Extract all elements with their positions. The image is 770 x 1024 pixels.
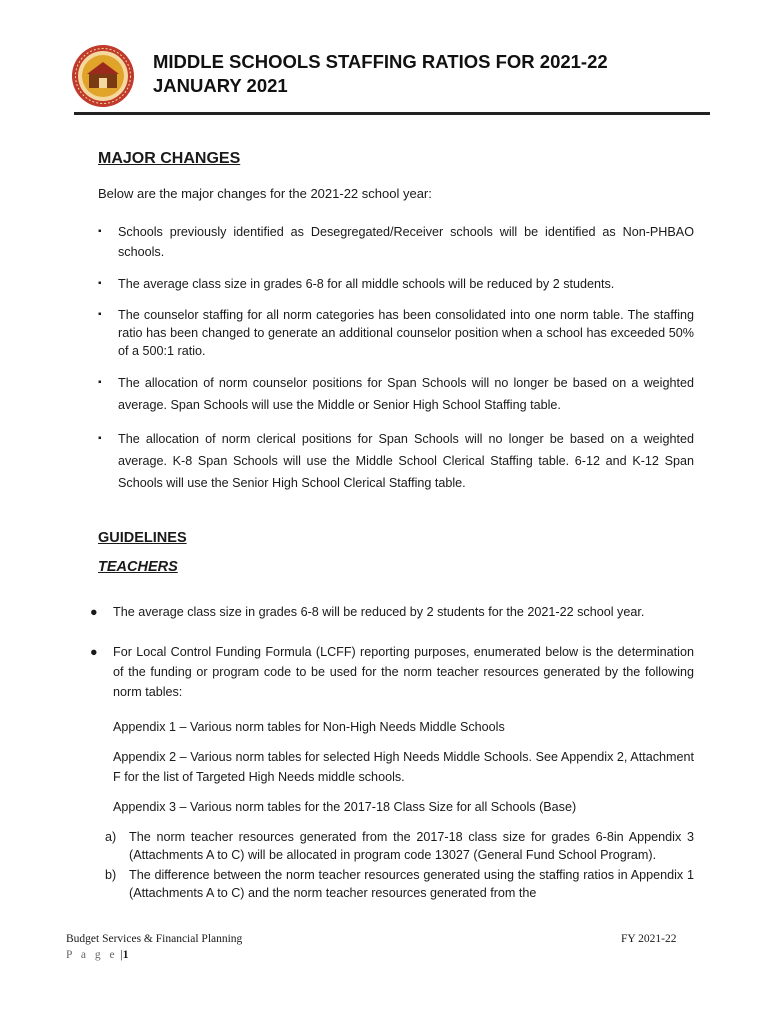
square-bullet-icon: ▪ bbox=[98, 226, 102, 237]
square-bullet-icon: ▪ bbox=[98, 278, 102, 289]
list-item: b) The difference between the norm teacher resources generated using the staffing ratios in Appendix 1 (Attachments A to C) and the norm teacher resources generated from the bbox=[105, 868, 694, 900]
major-changes-heading: MAJOR CHANGES bbox=[98, 150, 241, 167]
list-item: ● The average class size in grades 6-8 will be reduced by 2 students for the 2021-22 school year. bbox=[90, 602, 694, 622]
square-bullet-icon: ▪ bbox=[98, 377, 102, 388]
list-item: ● For Local Control Funding Formula (LCFF) reporting purposes, enumerated below is the determination of the funding or program code to be used for the norm teacher resources generated by the following norm tables: bbox=[90, 642, 694, 702]
item-marker: b) bbox=[105, 868, 117, 882]
round-bullet-icon: ● bbox=[90, 605, 98, 619]
appendix-2-text: Appendix 2 – Various norm tables for selected High Needs Middle Schools. See Appendix 2, Attachment F for the list of Targeted High Needs middle schools. bbox=[113, 750, 694, 784]
page-number bbox=[66, 949, 129, 961]
round-bullet-icon: ● bbox=[90, 645, 98, 659]
item-marker: a) bbox=[105, 830, 117, 844]
major-changes-intro: Below are the major changes for the 2021-22 school year: bbox=[98, 186, 432, 201]
list-item: a) The norm teacher resources generated from the 2017-18 class size for grades 6-8in Appendix 3 (Attachments A to C) will be allocated in program code 13027 (General Fund School Program). bbox=[105, 830, 694, 862]
list-item: ▪ The counselor staffing for all norm categories has been consolidated into one norm table. The staffing ratio has been changed to generate an additional counselor position when a school has exceeded 50% of a 500:1 ratio. bbox=[98, 308, 694, 358]
header-divider bbox=[74, 112, 710, 115]
title-line-2: JANUARY 2021 bbox=[153, 75, 288, 96]
square-bullet-icon: ▪ bbox=[98, 433, 102, 444]
appendix-3-text: Appendix 3 – Various norm tables for the 2017-18 Class Size for all Schools (Base) bbox=[113, 800, 577, 814]
footer-fiscal-year: FY 2021-22 bbox=[621, 933, 677, 945]
list-item: ▪ The allocation of norm clerical positions for Span Schools will no longer be based on a weighted average. K-8 Span Schools will use the Middle School Clerical Staffing table. 6-12 and K-12 Span Schools will use the Senior High School Clerical Staffing table. bbox=[98, 428, 694, 494]
list-item: ▪ Schools previously identified as Desegregated/Receiver schools will be identified as Non-PHBAO schools. bbox=[98, 222, 694, 262]
appendix-1-text: Appendix 1 – Various norm tables for Non-High Needs Middle Schools bbox=[113, 720, 505, 734]
square-bullet-icon: ▪ bbox=[98, 309, 102, 320]
page-separator: | bbox=[117, 949, 123, 961]
major-changes-list bbox=[98, 222, 694, 494]
guidelines-heading: GUIDELINES bbox=[98, 530, 187, 546]
lettered-list bbox=[105, 828, 694, 902]
teachers-subheading: TEACHERS bbox=[98, 559, 178, 575]
list-item: ▪ The average class size in grades 6-8 for all middle schools will be reduced by 2 students. bbox=[98, 274, 694, 294]
title-line-1: MIDDLE SCHOOLS STAFFING RATIOS FOR 2021-22 bbox=[153, 51, 608, 72]
document-title bbox=[153, 50, 608, 98]
footer-department: Budget Services & Financial Planning bbox=[66, 933, 243, 945]
page-label: P a g e bbox=[66, 949, 118, 961]
page-number-value: 1 bbox=[122, 949, 129, 961]
list-item: ▪ The allocation of norm counselor positions for Span Schools will no longer be based on a weighted average. Span Schools will use the Middle or Senior High School Staffing table. bbox=[98, 372, 694, 416]
district-seal-logo bbox=[71, 44, 135, 108]
guidelines-list bbox=[90, 602, 694, 702]
